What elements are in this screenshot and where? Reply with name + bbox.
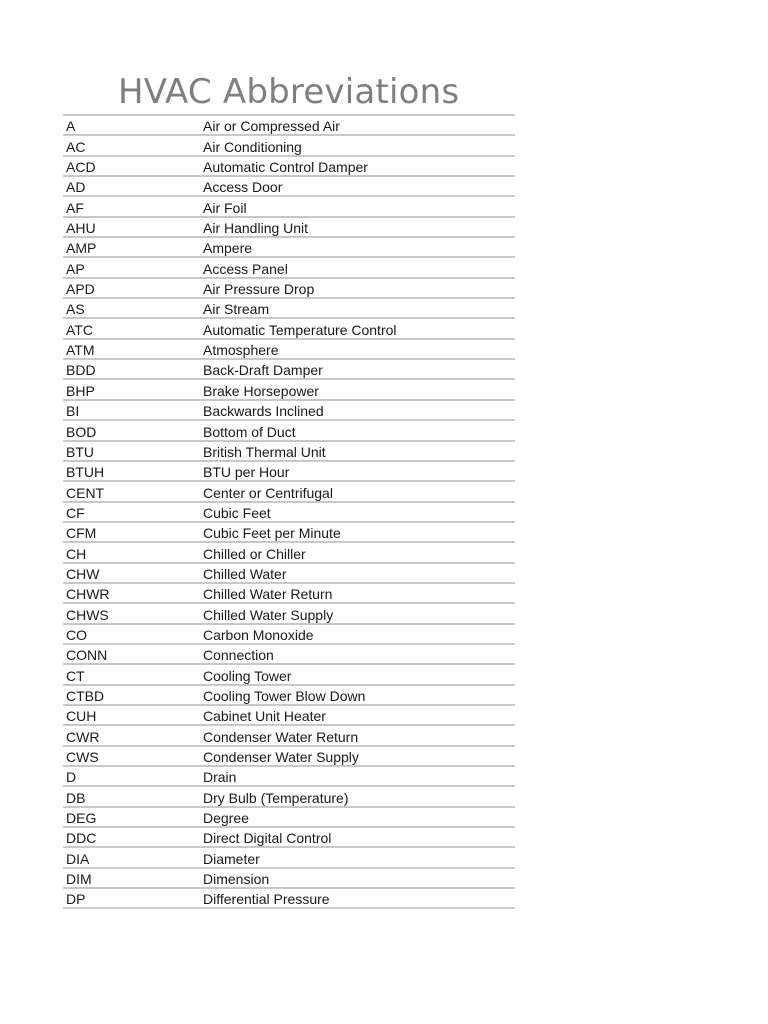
- abbreviation-code: AS: [63, 298, 200, 318]
- abbreviation-meaning: Automatic Temperature Control: [200, 318, 515, 338]
- abbreviation-code: CWS: [63, 746, 200, 766]
- abbreviation-code: CENT: [63, 481, 200, 501]
- table-row: [63, 563, 515, 583]
- table-row: [63, 298, 515, 318]
- abbreviation-code: DEG: [63, 807, 200, 827]
- table-row: [63, 257, 515, 277]
- abbreviation-meaning: Condenser Water Supply: [200, 746, 515, 766]
- table-row: [63, 522, 515, 542]
- abbreviation-code: DIM: [63, 868, 200, 888]
- table-row: [63, 278, 515, 298]
- abbreviations-table-body: [63, 115, 515, 908]
- abbreviation-code: BOD: [63, 420, 200, 440]
- table-row: [63, 583, 515, 603]
- abbreviation-meaning: Air Conditioning: [200, 135, 515, 155]
- table-row: [63, 176, 515, 196]
- abbreviations-table: [63, 114, 515, 909]
- abbreviation-meaning: Cooling Tower Blow Down: [200, 685, 515, 705]
- abbreviation-code: ATC: [63, 318, 200, 338]
- abbreviation-code: DIA: [63, 847, 200, 867]
- abbreviation-meaning: Atmosphere: [200, 339, 515, 359]
- abbreviation-meaning: Air Foil: [200, 196, 515, 216]
- table-row: [63, 115, 515, 135]
- abbreviation-code: CUH: [63, 705, 200, 725]
- table-row: [63, 156, 515, 176]
- abbreviation-meaning: Connection: [200, 644, 515, 664]
- abbreviation-meaning: Drain: [200, 766, 515, 786]
- table-row: [63, 441, 515, 461]
- abbreviation-meaning: BTU per Hour: [200, 461, 515, 481]
- abbreviation-meaning: Condenser Water Return: [200, 725, 515, 745]
- abbreviation-meaning: Backwards Inclined: [200, 400, 515, 420]
- abbreviation-meaning: Access Panel: [200, 257, 515, 277]
- abbreviation-meaning: Chilled Water: [200, 563, 515, 583]
- abbreviation-code: A: [63, 115, 200, 135]
- abbreviation-code: CHW: [63, 563, 200, 583]
- table-row: [63, 481, 515, 501]
- table-row: [63, 624, 515, 644]
- abbreviation-meaning: Back-Draft Damper: [200, 359, 515, 379]
- abbreviation-meaning: Access Door: [200, 176, 515, 196]
- abbreviation-code: AMP: [63, 237, 200, 257]
- abbreviation-code: BTUH: [63, 461, 200, 481]
- abbreviation-code: BI: [63, 400, 200, 420]
- table-row: [63, 135, 515, 155]
- abbreviation-meaning: Chilled Water Supply: [200, 603, 515, 623]
- table-row: [63, 786, 515, 806]
- table-row: [63, 705, 515, 725]
- abbreviation-code: AP: [63, 257, 200, 277]
- abbreviation-code: CHWR: [63, 583, 200, 603]
- abbreviation-code: APD: [63, 278, 200, 298]
- abbreviation-code: CHWS: [63, 603, 200, 623]
- abbreviation-meaning: Chilled Water Return: [200, 583, 515, 603]
- abbreviation-meaning: Air Stream: [200, 298, 515, 318]
- abbreviation-meaning: Dry Bulb (Temperature): [200, 786, 515, 806]
- abbreviation-code: CO: [63, 624, 200, 644]
- table-row: [63, 888, 515, 908]
- table-row: [63, 766, 515, 786]
- table-row: [63, 807, 515, 827]
- table-row: [63, 664, 515, 684]
- table-row: [63, 420, 515, 440]
- abbreviation-code: CF: [63, 502, 200, 522]
- abbreviation-meaning: Diameter: [200, 847, 515, 867]
- abbreviation-code: BTU: [63, 441, 200, 461]
- abbreviation-code: DDC: [63, 827, 200, 847]
- abbreviation-meaning: Automatic Control Damper: [200, 156, 515, 176]
- abbreviation-code: CT: [63, 664, 200, 684]
- table-row: [63, 237, 515, 257]
- abbreviation-meaning: Dimension: [200, 868, 515, 888]
- table-row: [63, 502, 515, 522]
- abbreviation-meaning: Air or Compressed Air: [200, 115, 515, 135]
- abbreviation-code: AHU: [63, 217, 200, 237]
- table-row: [63, 400, 515, 420]
- abbreviation-meaning: Direct Digital Control: [200, 827, 515, 847]
- table-row: [63, 542, 515, 562]
- table-row: [63, 868, 515, 888]
- table-row: [63, 379, 515, 399]
- abbreviation-meaning: Air Pressure Drop: [200, 278, 515, 298]
- abbreviation-code: DP: [63, 888, 200, 908]
- abbreviation-meaning: Differential Pressure: [200, 888, 515, 908]
- abbreviation-code: D: [63, 766, 200, 786]
- abbreviation-code: ACD: [63, 156, 200, 176]
- abbreviation-meaning: Chilled or Chiller: [200, 542, 515, 562]
- abbreviation-code: CFM: [63, 522, 200, 542]
- abbreviation-meaning: British Thermal Unit: [200, 441, 515, 461]
- table-row: [63, 746, 515, 766]
- table-row: [63, 318, 515, 338]
- abbreviation-meaning: Degree: [200, 807, 515, 827]
- abbreviation-code: CH: [63, 542, 200, 562]
- table-row: [63, 359, 515, 379]
- abbreviation-meaning: Ampere: [200, 237, 515, 257]
- table-row: [63, 603, 515, 623]
- abbreviation-meaning: Air Handling Unit: [200, 217, 515, 237]
- table-row: [63, 827, 515, 847]
- abbreviation-meaning: Carbon Monoxide: [200, 624, 515, 644]
- abbreviation-code: ATM: [63, 339, 200, 359]
- abbreviation-code: AC: [63, 135, 200, 155]
- page-title: HVAC Abbreviations: [118, 72, 460, 112]
- table-row: [63, 725, 515, 745]
- abbreviation-code: DB: [63, 786, 200, 806]
- table-row: [63, 847, 515, 867]
- abbreviation-code: BDD: [63, 359, 200, 379]
- abbreviation-meaning: Brake Horsepower: [200, 379, 515, 399]
- abbreviation-code: CONN: [63, 644, 200, 664]
- table-row: [63, 644, 515, 664]
- table-row: [63, 461, 515, 481]
- abbreviation-meaning: Cubic Feet: [200, 502, 515, 522]
- abbreviation-meaning: Cabinet Unit Heater: [200, 705, 515, 725]
- abbreviation-code: CTBD: [63, 685, 200, 705]
- abbreviation-code: AF: [63, 196, 200, 216]
- table-row: [63, 685, 515, 705]
- abbreviation-code: AD: [63, 176, 200, 196]
- abbreviation-meaning: Cubic Feet per Minute: [200, 522, 515, 542]
- abbreviation-code: CWR: [63, 725, 200, 745]
- table-row: [63, 339, 515, 359]
- table-row: [63, 196, 515, 216]
- abbreviation-meaning: Bottom of Duct: [200, 420, 515, 440]
- table-row: [63, 217, 515, 237]
- abbreviation-code: BHP: [63, 379, 200, 399]
- abbreviation-meaning: Center or Centrifugal: [200, 481, 515, 501]
- abbreviation-meaning: Cooling Tower: [200, 664, 515, 684]
